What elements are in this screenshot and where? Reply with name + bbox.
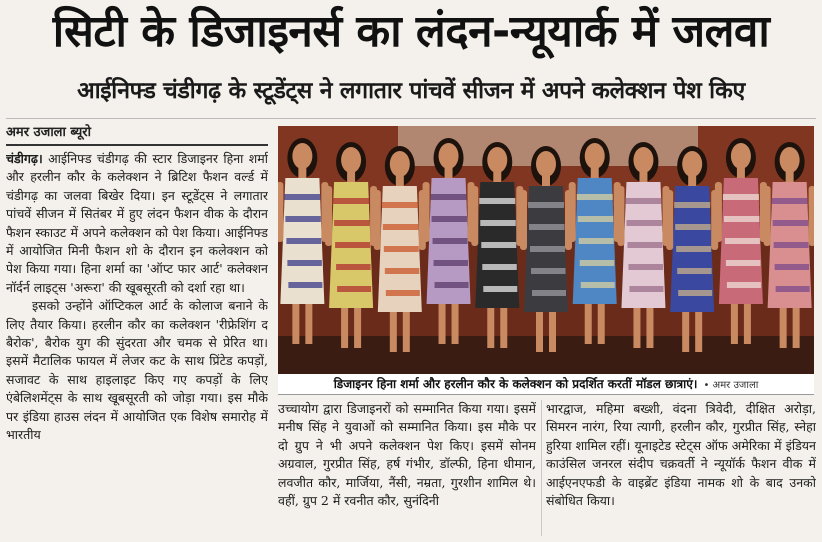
model-leg-right bbox=[500, 308, 507, 348]
outfit-pattern-stripe bbox=[727, 282, 761, 288]
model-face bbox=[585, 143, 605, 169]
outfit-pattern-stripe bbox=[678, 290, 712, 296]
outfit-pattern-stripe bbox=[675, 224, 711, 230]
model-neck bbox=[542, 176, 550, 186]
outfit-pattern-stripe bbox=[434, 260, 469, 266]
model-face bbox=[780, 147, 800, 173]
model-leg-right bbox=[549, 312, 556, 352]
model-leg-left bbox=[439, 304, 446, 344]
model-leg-right bbox=[452, 304, 459, 344]
model-neck bbox=[396, 176, 404, 186]
paragraph-1-text: आईनिफ्ड चंडीगढ़ की स्टार डिजाइनर हिना शर्मा और हरलीन कौर के कलेक्शन ने ब्रिटिश फैशन वर्ल्ड में चंडीगढ़ का जलवा बिखेर दिया। इन स्टूडेंट्स ने लगातार पांचवें सीजन में सितंबर में हुए लंदन फैशन वीक के दौरान फैशन स्काउट में अपने कलेक्शन को पेश किया। आईनिफ्ड में आयोजित मिनी फैशन शो के दौरान इन कलेक्शन को पेश किया गया। हिना शर्मा का 'ऑप्ट फार आर्ट' कलेक्शन नॉर्दर्न लाइट्स 'अरूरा' की खूबसूरती को दर्शा रहा था। bbox=[6, 151, 268, 295]
model-arm-left bbox=[617, 186, 624, 246]
model-face bbox=[439, 143, 459, 169]
outfit-pattern-stripe bbox=[528, 202, 564, 208]
outfit-pattern-stripe bbox=[774, 242, 809, 248]
column-3-text: भारद्वाज, महिमा बख्शी, वंदना त्रिवेदी, दीक्षित अरोड़ा, सिमरन नारंग, रिया त्यागी, हरलीन कौर, गुरप्रीत सिंह, स्नेहा हुरिया शामिल रहीं। यूनाइटेड स्टेट्स ऑफ अमेरिका में इंडियन काउंसिल जनरल संदीप चक्रवर्ती ने न्यूयॉर्क फैशन वीक में आईएनएफडी के वाइब्रेंट इंडिया नामक शो के बाद उनको संबोधित किया। bbox=[546, 401, 816, 509]
outfit-pattern-stripe bbox=[483, 286, 517, 292]
outfit-pattern-stripe bbox=[726, 260, 761, 266]
model-face bbox=[536, 151, 556, 177]
model-arm-left bbox=[423, 182, 430, 242]
model-arm-right bbox=[809, 186, 814, 246]
outfit-pattern-stripe bbox=[480, 220, 516, 226]
news-photo bbox=[278, 126, 814, 374]
model-leg-right bbox=[646, 308, 653, 348]
outfit-pattern-stripe bbox=[431, 194, 467, 200]
outfit-pattern-stripe bbox=[579, 238, 614, 244]
model-leg-right bbox=[695, 312, 702, 352]
model-arm-left bbox=[325, 186, 332, 246]
model-face bbox=[487, 147, 507, 173]
outfit-pattern-stripe bbox=[384, 246, 419, 252]
model-leg-left bbox=[731, 304, 738, 344]
models-photo-illustration bbox=[278, 126, 814, 374]
column-2-text: उच्चायोग द्वारा डिजाइनरों को सम्मानित किया गया। इसमें मनीष सिंह ने युवाओं को सम्मानित किया। इस मौके पर दो ग्रुप ने भी अपने कलेक्शन पेश किए। इसमें सोनम अग्रवाल, गुरप्रीत सिंह, हर्ष गंभीर, डॉल्फी, हिना धीमान, लवजीत कौर, मार्जिया, नैंसी, नम्रता, गुरशीन शामिल थे। वहीं, ग्रुप 2 में रवनीत कौर, सुनंदिनी bbox=[278, 401, 536, 509]
outfit-pattern-stripe bbox=[725, 238, 760, 244]
outfit-pattern-stripe bbox=[382, 202, 418, 208]
outfit-pattern-stripe bbox=[629, 286, 663, 292]
outfit-pattern-stripe bbox=[482, 264, 517, 270]
model-leg-right bbox=[598, 304, 605, 344]
top-divider bbox=[6, 118, 816, 119]
outfit-pattern-stripe bbox=[386, 290, 420, 296]
photo-credit: • अमर उजाला bbox=[703, 380, 759, 391]
outfit-pattern-stripe bbox=[481, 242, 516, 248]
model-leg-right bbox=[354, 308, 361, 348]
outfit-pattern-stripe bbox=[626, 220, 662, 226]
model-arm-left bbox=[278, 182, 283, 242]
model-face bbox=[633, 147, 653, 173]
caption-text: डिजाइनर हिना शर्मा और हरलीन कौर के कलेक्शन को प्रदर्शित करतीं मॉडल छात्राएं। bbox=[333, 377, 698, 391]
outfit-pattern-stripe bbox=[529, 224, 565, 230]
outfit-pattern-stripe bbox=[530, 246, 565, 252]
model-leg-left bbox=[682, 312, 689, 352]
model-arm-left bbox=[374, 190, 381, 250]
model-neck bbox=[493, 172, 501, 182]
outfit-pattern-stripe bbox=[337, 286, 371, 292]
model-leg-left bbox=[292, 304, 299, 344]
model-arm-left bbox=[471, 186, 478, 246]
outfit-pattern-stripe bbox=[775, 264, 810, 270]
outfit-pattern-stripe bbox=[285, 216, 321, 222]
article-column-1 bbox=[6, 150, 268, 536]
model-face bbox=[292, 143, 312, 169]
outfit-pattern-stripe bbox=[435, 282, 469, 288]
outfit-pattern-stripe bbox=[286, 238, 321, 244]
model-neck bbox=[737, 168, 745, 178]
model-leg-right bbox=[793, 308, 800, 348]
outfit-pattern-stripe bbox=[773, 220, 809, 226]
model-leg-left bbox=[536, 312, 543, 352]
model-face bbox=[341, 147, 361, 173]
model-leg-right bbox=[403, 312, 410, 352]
model-neck bbox=[445, 168, 453, 178]
model-neck bbox=[786, 172, 794, 182]
outfit-pattern-stripe bbox=[578, 216, 614, 222]
model-neck bbox=[639, 172, 647, 182]
model-arm-left bbox=[666, 190, 673, 250]
article-column-3 bbox=[546, 400, 816, 538]
model-neck bbox=[591, 168, 599, 178]
headline: सिटी के डिजाइनर्स का लंदन-न्यूयार्क में जलवा bbox=[52, 6, 770, 57]
byline: अमर उजाला ब्यूरो bbox=[6, 125, 91, 140]
model-leg-left bbox=[390, 312, 397, 352]
outfit-pattern-stripe bbox=[284, 194, 320, 200]
model-face bbox=[682, 151, 702, 177]
outfit-pattern-stripe bbox=[580, 260, 615, 266]
outfit-pattern-stripe bbox=[287, 260, 322, 266]
model-leg-left bbox=[633, 308, 640, 348]
outfit-pattern-stripe bbox=[628, 264, 663, 270]
outfit-pattern-stripe bbox=[333, 198, 369, 204]
outfit-pattern-stripe bbox=[432, 216, 468, 222]
outfit-pattern-stripe bbox=[627, 242, 662, 248]
model-neck bbox=[347, 172, 355, 182]
outfit-pattern-stripe bbox=[335, 242, 370, 248]
outfit-pattern-stripe bbox=[532, 290, 566, 296]
model-arm-left bbox=[715, 182, 722, 242]
model-arm-left bbox=[520, 190, 527, 250]
outfit-pattern-stripe bbox=[336, 264, 371, 270]
outfit-pattern-stripe bbox=[674, 202, 710, 208]
outfit-pattern-stripe bbox=[581, 282, 615, 288]
outfit-pattern-stripe bbox=[479, 198, 515, 204]
outfit-pattern-stripe bbox=[677, 268, 712, 274]
outfit-pattern-stripe bbox=[724, 216, 760, 222]
outfit-pattern-stripe bbox=[676, 246, 711, 252]
model-neck bbox=[298, 168, 306, 178]
outfit-pattern-stripe bbox=[772, 198, 808, 204]
model-leg-left bbox=[780, 308, 787, 348]
article-paragraph-1 bbox=[6, 150, 268, 297]
model-leg-left bbox=[585, 304, 592, 344]
outfit-pattern-stripe bbox=[383, 224, 419, 230]
outfit-pattern-stripe bbox=[625, 198, 661, 204]
outfit-pattern-stripe bbox=[385, 268, 420, 274]
model-arm-left bbox=[569, 182, 576, 242]
photo-caption bbox=[278, 374, 814, 395]
article-column-2 bbox=[278, 400, 536, 538]
model-arm-left bbox=[764, 186, 771, 246]
model-leg-right bbox=[305, 304, 312, 344]
subheadline: आईनिफ्ड चंडीगढ़ के स्टूडेंट्स ने लगातार पांचवें सीजन में अपने कलेक्शन पेश किए bbox=[77, 78, 745, 104]
column-divider bbox=[541, 400, 542, 536]
model-leg-right bbox=[744, 304, 751, 344]
outfit-pattern-stripe bbox=[531, 268, 566, 274]
byline-divider bbox=[6, 144, 268, 146]
model-leg-left bbox=[341, 308, 348, 348]
outfit-pattern-stripe bbox=[433, 238, 468, 244]
model-leg-left bbox=[487, 308, 494, 348]
model-face bbox=[731, 143, 751, 169]
outfit-pattern-stripe bbox=[334, 220, 370, 226]
outfit-pattern-stripe bbox=[723, 194, 759, 200]
model-neck bbox=[688, 176, 696, 186]
outfit-pattern-stripe bbox=[577, 194, 613, 200]
model-face bbox=[390, 151, 410, 177]
outfit-pattern-stripe bbox=[288, 282, 322, 288]
article-paragraph-2: इसको उन्होंने ऑप्टिकल आर्ट के कोलाज बनाने के लिए तैयार किया। हरलीन कौर का कलेक्शन 'रीफ्रेशिंग द बैरोक', बैरोक युग की सुंदरता और चमक से प्रेरित था। इसमें मैटालिक फायल में लेजर कट के साथ प्रिंटेड कपड़ों, सजावट के साथ हाइलाइट किए गए कपड़ों के लिए एंबेलिशमेंट्स के साथ खूबसूरती को जोड़ा गया। इस मौके पर इंडिया हाउस लंदन में आयोजित एक विशेष समारोह में भारतीय bbox=[6, 298, 268, 443]
dateline: चंडीगढ़। bbox=[6, 151, 43, 166]
outfit-pattern-stripe bbox=[776, 286, 810, 292]
